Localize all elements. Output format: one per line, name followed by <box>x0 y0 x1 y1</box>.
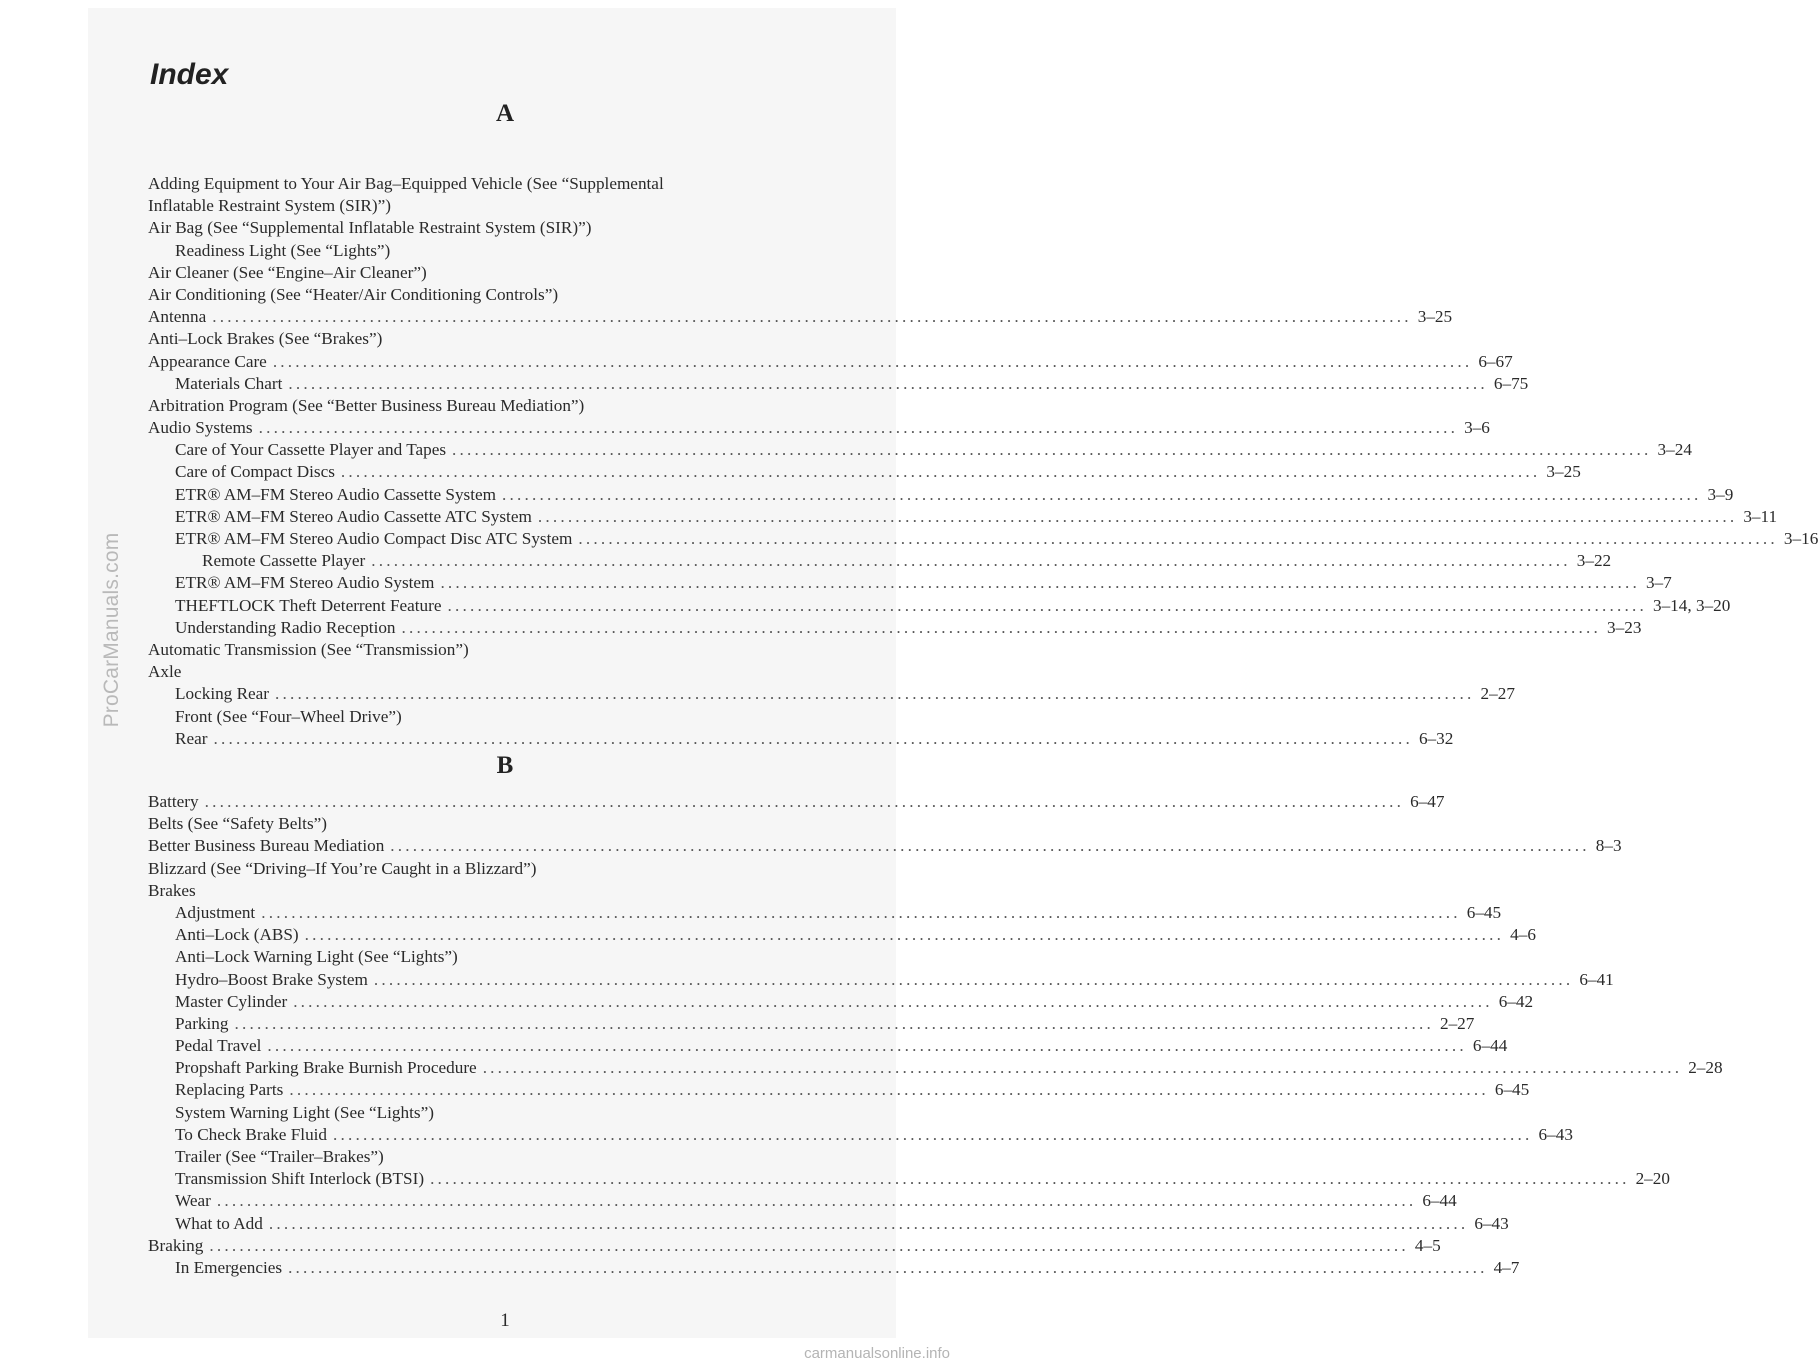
entry-label: ETR® AM–FM Stereo Audio Cassette ATC System <box>175 506 532 526</box>
entry-label: Brakes <box>148 880 196 900</box>
entry-label: Anti–Lock (ABS) <box>175 925 299 945</box>
entry-label: Adjustment <box>175 902 256 922</box>
entry-label: Adding Equipment to Your Air Bag–Equipped Vehicle (See “Supplemental <box>148 174 664 193</box>
section-letter-b: B <box>496 752 514 779</box>
side-watermark: ProCarManuals.com <box>100 532 123 728</box>
index-entry <box>148 1169 1670 1191</box>
index-entry <box>148 1013 1475 1036</box>
index-entry <box>148 1213 1509 1236</box>
dot-leader: ................................................................................................................................................................ <box>209 1235 1409 1255</box>
entry-page-ref: 6–43 <box>1538 1124 1573 1144</box>
index-entry <box>148 174 862 196</box>
index-entry <box>148 1124 1573 1147</box>
dot-leader: ................................................................................................................................................................ <box>401 617 1602 637</box>
index-entry <box>148 551 1612 573</box>
index-entry <box>148 836 1622 858</box>
dot-leader: ................................................................................................................................................................ <box>216 1191 1417 1211</box>
entry-page-ref: 6–45 <box>1494 1080 1530 1100</box>
index-entry <box>148 440 1692 462</box>
index-entry <box>148 529 1818 551</box>
index-entry <box>148 792 1445 814</box>
dot-leader: ................................................................................................................................................................ <box>234 1013 1434 1033</box>
entry-page-ref: 3–6 <box>1464 418 1490 438</box>
entry-label: Axle <box>148 662 182 682</box>
entry-label: Propshaft Parking Brake Burnish Procedure <box>175 1058 477 1078</box>
index-entry <box>148 1235 1441 1258</box>
entry-page-ref: 3–11 <box>1743 506 1778 526</box>
index-entry <box>148 1147 862 1169</box>
dot-leader: ................................................................................................................................................................ <box>293 991 1493 1011</box>
index-entry <box>148 1103 862 1125</box>
index-entry <box>148 859 862 881</box>
entry-page-ref: 3–23 <box>1607 617 1642 637</box>
entry-label: Care of Compact Discs <box>175 462 335 482</box>
dot-leader: ................................................................................................................................................................ <box>440 573 1640 593</box>
entry-label: Arbitration Program (See “Better Business Bureau Mediation”) <box>148 395 585 415</box>
entry-label: Hydro–Boost Brake System <box>175 969 368 989</box>
entry-label: Anti–Lock Brakes (See “Brakes”) <box>148 329 383 349</box>
entry-label: Transmission Shift Interlock (BTSI) <box>175 1169 425 1189</box>
entry-label: Better Business Bureau Mediation <box>148 836 385 856</box>
entry-label: System Warning Light (See “Lights”) <box>175 1102 434 1122</box>
index-entry <box>148 1257 1520 1280</box>
entry-label: Audio Systems <box>148 418 253 438</box>
dot-leader: ................................................................................................................................................................ <box>288 373 1488 393</box>
entry-page-ref: 2–28 <box>1688 1058 1723 1078</box>
index-entry <box>148 640 862 662</box>
entry-label: Automatic Transmission (See “Transmission”) <box>148 639 469 659</box>
entry-label: Air Bag (See “Supplemental Inflatable Restraint System (SIR)”) <box>148 218 592 238</box>
entry-page-ref: 3–25 <box>1546 462 1581 482</box>
entry-label: Locking Rear <box>175 684 270 704</box>
index-entry <box>148 1058 1723 1080</box>
index-entry <box>148 351 1513 374</box>
dot-leader: ................................................................................................................................................................ <box>289 1080 1489 1100</box>
index-entry <box>148 1191 1457 1213</box>
entry-page-ref: 6–67 <box>1478 351 1513 371</box>
index-entry <box>148 728 1454 751</box>
entry-page-ref: 2–20 <box>1635 1169 1670 1189</box>
index-entry <box>148 814 862 836</box>
index-list-a <box>148 174 1818 751</box>
dot-leader: ................................................................................................................................................................ <box>452 440 1652 460</box>
entry-page-ref: 3–22 <box>1576 551 1612 571</box>
page-title: Index <box>150 58 229 91</box>
dot-leader: ................................................................................................................................................................ <box>204 792 1405 811</box>
entry-label: Trailer (See “Trailer–Brakes”) <box>175 1147 384 1166</box>
entry-label: Battery <box>148 792 199 811</box>
index-entry <box>148 196 862 218</box>
index-entry <box>148 881 862 903</box>
index-entry <box>148 684 1515 706</box>
entry-label: Appearance Care <box>148 351 267 371</box>
page-number: 1 <box>500 1310 510 1331</box>
index-entry <box>148 991 1534 1014</box>
index-entry <box>148 285 862 307</box>
index-entry <box>148 902 1502 925</box>
entry-page-ref: 6–42 <box>1498 991 1534 1011</box>
dot-leader: ................................................................................................................................................................ <box>578 529 1778 548</box>
dot-leader: ................................................................................................................................................................ <box>537 506 1738 526</box>
index-entry <box>148 947 862 969</box>
dot-leader: ................................................................................................................................................................ <box>213 728 1413 748</box>
dot-leader: ................................................................................................................................................................ <box>502 484 1702 504</box>
entry-page-ref: 6–45 <box>1466 902 1502 922</box>
index-entry <box>148 307 1453 329</box>
entry-label: To Check Brake Fluid <box>175 1124 328 1144</box>
dot-leader: ................................................................................................................................................................ <box>272 351 1473 371</box>
index-entry <box>148 462 1581 484</box>
bottom-watermark: carmanualsonline.info <box>804 1345 950 1362</box>
index-entry <box>148 707 862 729</box>
dot-leader: ................................................................................................................................................................ <box>333 1124 1533 1144</box>
entry-label: Materials Chart <box>175 373 283 393</box>
index-entry <box>148 484 1734 507</box>
dot-leader: ................................................................................................................................................................ <box>212 307 1412 327</box>
entry-page-ref: 6–41 <box>1579 969 1614 989</box>
entry-label: Braking <box>148 1235 204 1255</box>
dot-leader: ................................................................................................................................................................ <box>288 1257 1488 1277</box>
index-entry <box>148 595 1731 618</box>
dot-leader: ................................................................................................................................................................ <box>261 902 1461 922</box>
entry-page-ref: 2–27 <box>1480 684 1515 704</box>
dot-leader: ................................................................................................................................................................ <box>482 1058 1683 1078</box>
index-entry <box>148 241 862 263</box>
entry-page-ref: 3–14, 3–20 <box>1652 595 1731 615</box>
entry-label: Pedal Travel <box>175 1036 262 1056</box>
entry-label: Parking <box>175 1013 229 1033</box>
dot-leader: ................................................................................................................................................................ <box>275 684 1475 704</box>
index-list-b <box>148 792 1723 1280</box>
entry-label: Replacing Parts <box>175 1080 284 1100</box>
entry-page-ref: 6–47 <box>1410 792 1445 811</box>
entry-label: Care of Your Cassette Player and Tapes <box>175 440 447 460</box>
entry-page-ref: 3–24 <box>1657 440 1692 460</box>
dot-leader: ................................................................................................................................................................ <box>267 1036 1467 1056</box>
entry-label: Blizzard (See “Driving–If You’re Caught in a Blizzard”) <box>148 858 537 878</box>
dot-leader: ................................................................................................................................................................ <box>373 969 1574 989</box>
dot-leader: ................................................................................................................................................................ <box>447 595 1647 615</box>
entry-label: Anti–Lock Warning Light (See “Lights”) <box>175 947 458 967</box>
index-entry <box>148 418 1490 440</box>
entry-page-ref: 3–16 <box>1783 529 1818 548</box>
entry-label: Understanding Radio Reception <box>175 617 396 637</box>
entry-page-ref: 3–25 <box>1417 307 1453 327</box>
index-entry <box>148 1036 1508 1058</box>
entry-label: Antenna <box>148 307 207 327</box>
entry-page-ref: 6–43 <box>1474 1213 1509 1233</box>
index-entry <box>148 218 862 240</box>
entry-page-ref: 6–44 <box>1422 1191 1457 1211</box>
dot-leader: ................................................................................................................................................................ <box>304 925 1505 945</box>
dot-leader: ................................................................................................................................................................ <box>390 836 1590 856</box>
entry-page-ref: 4–6 <box>1510 925 1536 945</box>
entry-page-ref: 6–32 <box>1418 728 1454 748</box>
section-letter-a: A <box>495 100 515 127</box>
entry-label: Air Conditioning (See “Heater/Air Conditioning Controls”) <box>148 284 559 304</box>
entry-page-ref: 2–27 <box>1439 1013 1475 1033</box>
entry-label: THEFTLOCK Theft Deterrent Feature <box>175 595 442 615</box>
index-entry <box>148 573 1672 595</box>
entry-page-ref: 3–7 <box>1645 573 1672 593</box>
entry-label: What to Add <box>175 1213 263 1233</box>
index-entry <box>148 662 862 684</box>
entry-label: Belts (See “Safety Belts”) <box>148 814 327 834</box>
dot-leader: ................................................................................................................................................................ <box>258 418 1459 438</box>
entry-label: Wear <box>175 1191 211 1211</box>
entry-label: Readiness Light (See “Lights”) <box>175 240 391 260</box>
entry-label: Air Cleaner (See “Engine–Air Cleaner”) <box>148 262 427 282</box>
index-entry <box>148 396 862 418</box>
entry-page-ref: 8–3 <box>1595 836 1622 856</box>
index-entry <box>148 506 1778 529</box>
dot-leader: ................................................................................................................................................................ <box>268 1213 1469 1233</box>
entry-label: Inflatable Restraint System (SIR)”) <box>148 196 391 216</box>
entry-page-ref: 4–7 <box>1493 1257 1520 1277</box>
index-entry <box>148 1080 1530 1102</box>
index-entry <box>148 263 862 285</box>
entry-label: Front (See “Four–Wheel Drive”) <box>175 706 402 726</box>
entry-label: In Emergencies <box>175 1257 283 1277</box>
index-entry <box>148 925 1536 947</box>
entry-label: Master Cylinder <box>175 991 288 1011</box>
entry-page-ref: 3–9 <box>1707 484 1734 504</box>
entry-page-ref: 4–5 <box>1414 1235 1441 1255</box>
index-entry <box>148 969 1614 992</box>
entry-page-ref: 6–44 <box>1472 1036 1508 1056</box>
entry-label: ETR® AM–FM Stereo Audio Compact Disc ATC System <box>175 529 573 548</box>
entry-page-ref: 6–75 <box>1493 373 1529 393</box>
index-entry <box>148 617 1642 640</box>
dot-leader: ................................................................................................................................................................ <box>430 1169 1630 1189</box>
dot-leader: ................................................................................................................................................................ <box>371 551 1571 571</box>
dot-leader: ................................................................................................................................................................ <box>340 462 1541 482</box>
entry-label: ETR® AM–FM Stereo Audio System <box>175 573 435 593</box>
entry-label: Remote Cassette Player <box>202 551 366 571</box>
index-entry <box>148 329 862 351</box>
entry-label: ETR® AM–FM Stereo Audio Cassette System <box>175 484 497 504</box>
index-entry <box>148 373 1529 396</box>
entry-label: Rear <box>175 728 208 748</box>
